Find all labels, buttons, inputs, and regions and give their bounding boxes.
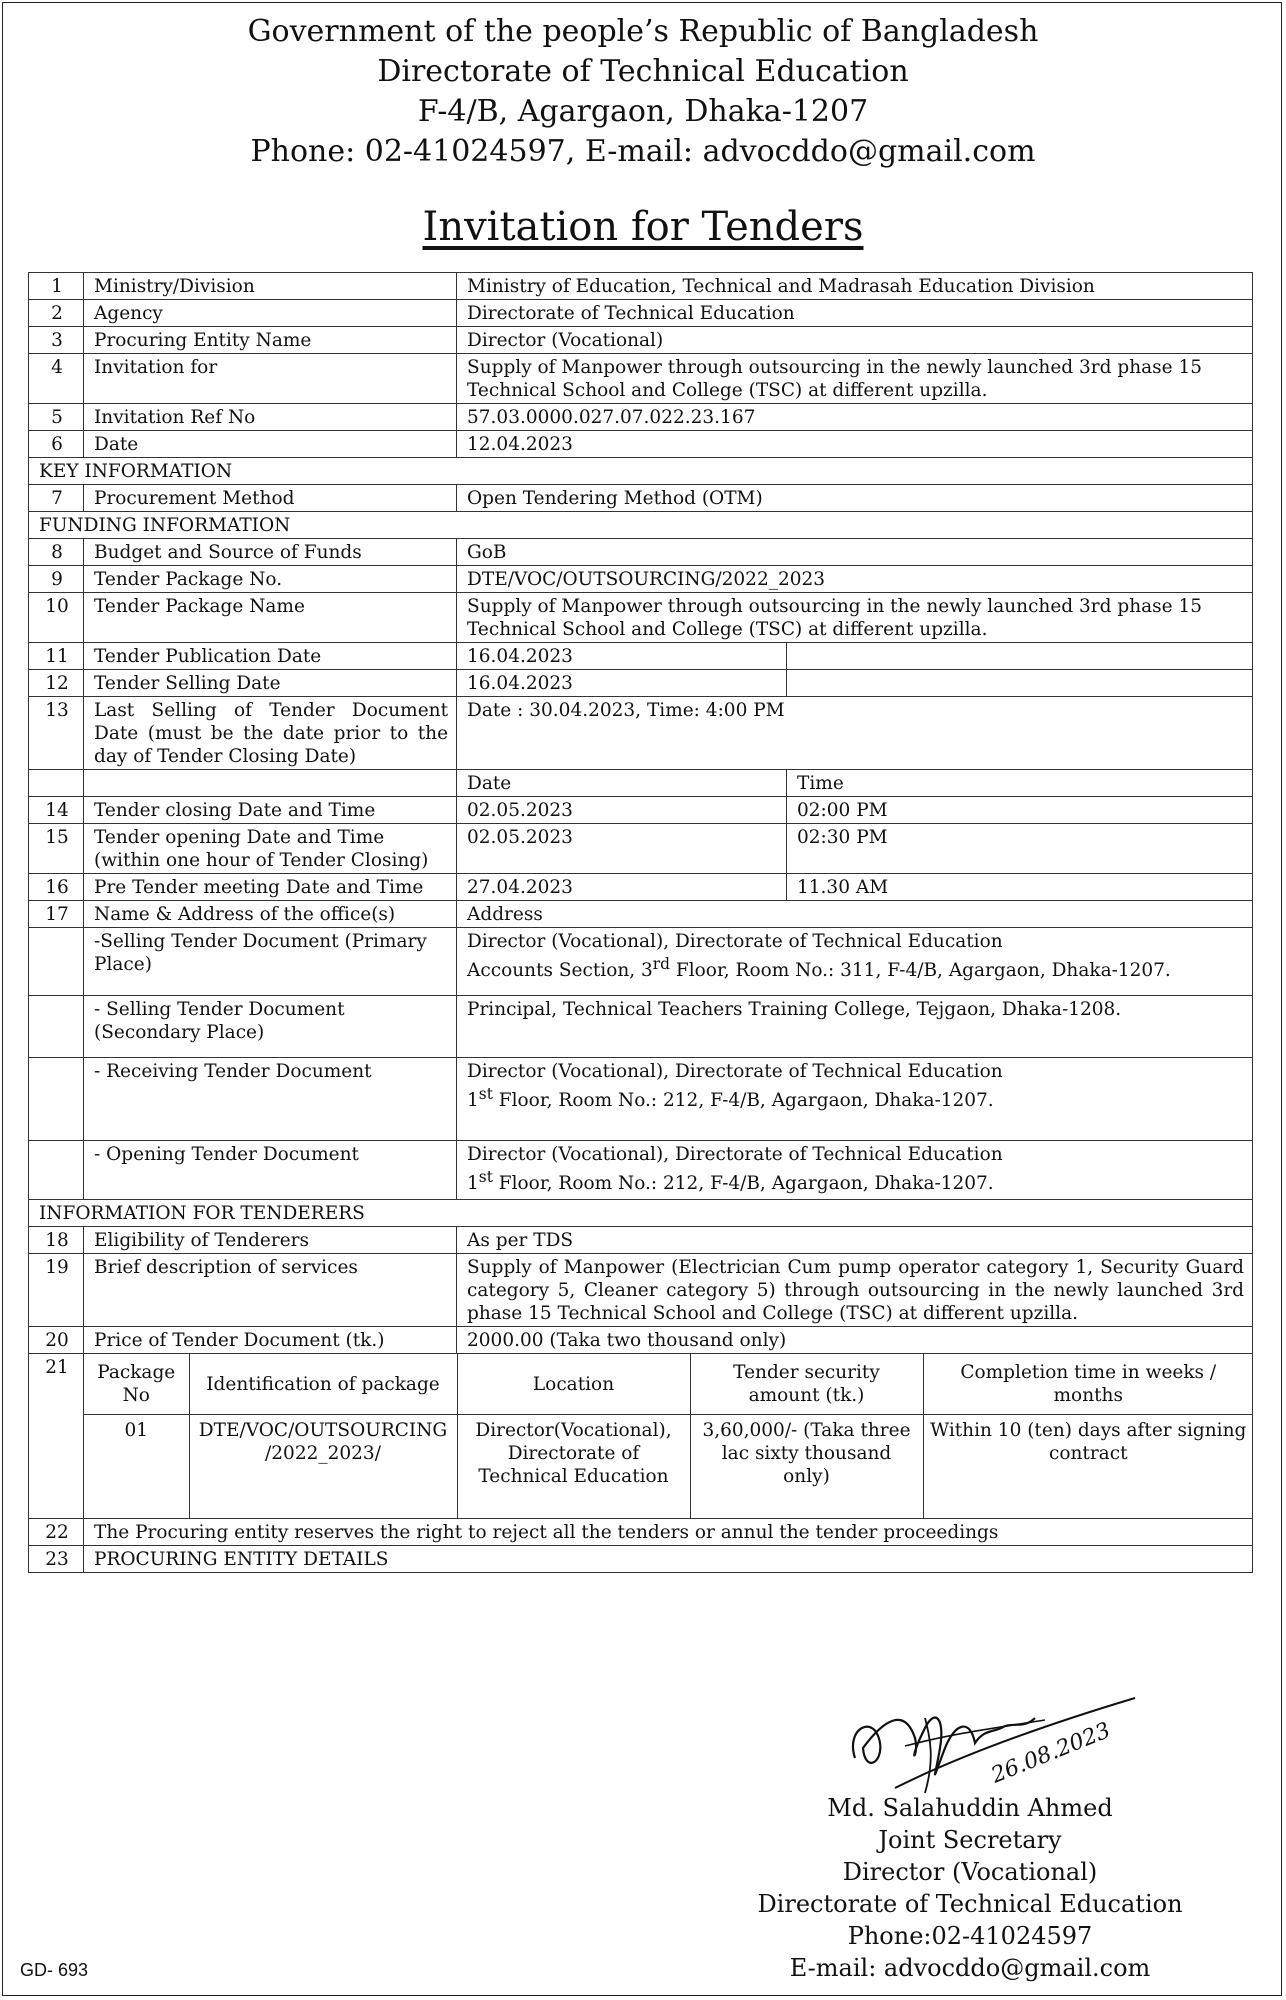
signer-phone: Phone:02-41024597	[847, 1922, 1093, 1950]
signer-designation: Joint Secretary	[878, 1826, 1062, 1854]
row-label: Price of Tender Document (tk.)	[84, 1327, 457, 1354]
table-row	[29, 901, 1253, 928]
table-row	[29, 327, 1253, 354]
table-row	[29, 566, 1253, 593]
section-key-information: KEY INFORMATION	[29, 458, 1253, 485]
office-row-primary	[29, 928, 1253, 996]
row-number: 18	[29, 1227, 84, 1254]
identification-header: Identification of package	[189, 1354, 457, 1415]
row-number: 7	[29, 485, 84, 512]
table-row	[29, 485, 1253, 512]
address-line: Accounts Section, 3rd Floor, Room No.: 311, F-4/B, Agargaon, Dhaka-1207.	[467, 955, 1171, 982]
table-row	[29, 1327, 1253, 1354]
row-value: Ministry of Education, Technical and Madrasah Education Division	[457, 273, 1253, 300]
empty-cell	[29, 928, 84, 996]
signer-name: Md. Salahuddin Ahmed	[827, 1794, 1113, 1822]
table-row	[29, 874, 1253, 901]
empty-cell	[787, 670, 1253, 697]
package-security: 3,60,000/- (Taka three lac sixty thousand only)	[690, 1415, 923, 1519]
row-number: 13	[29, 697, 84, 770]
row-label: Name & Address of the office(s)	[84, 901, 457, 928]
header-directorate: Directorate of Technical Education	[377, 54, 909, 89]
row-label: Invitation for	[84, 354, 457, 404]
page-title: Invitation for Tenders	[422, 204, 864, 250]
section-funding-information: FUNDING INFORMATION	[29, 512, 1253, 539]
office-row-receiving	[29, 1058, 1253, 1141]
row-date: 02.05.2023	[457, 797, 787, 824]
row-number: 2	[29, 300, 84, 327]
row-number: 3	[29, 327, 84, 354]
section-header	[29, 512, 1253, 539]
row-label: Tender Package Name	[84, 593, 457, 643]
row-value: 57.03.0000.027.07.022.23.167	[457, 404, 1253, 431]
office-address	[457, 1058, 1253, 1141]
header-government: Government of the people’s Republic of Bangladesh	[247, 14, 1039, 49]
empty-cell	[29, 996, 84, 1058]
table-row	[29, 539, 1253, 566]
row-time: 02:00 PM	[787, 797, 1253, 824]
row-value: Supply of Manpower (Electrician Cum pump operator category 1, Security Guard category 5, Cleaner category 5) through outsourcing in the newly launched 3rd phase 15 Technical School and College (TSC) at different upzilla.	[457, 1254, 1253, 1327]
row-number: 5	[29, 404, 84, 431]
table-row	[29, 1227, 1253, 1254]
row-number: 14	[29, 797, 84, 824]
row-label: Budget and Source of Funds	[84, 539, 457, 566]
table-row	[29, 697, 1253, 770]
completion-header: Completion time in weeks / months	[923, 1354, 1253, 1415]
row-date: 27.04.2023	[457, 874, 787, 901]
security-header: Tender security amount (tk.)	[690, 1354, 923, 1415]
row-number: 8	[29, 539, 84, 566]
row-number: 9	[29, 566, 84, 593]
row-text: The Procuring entity reserves the right to reject all the tenders or annul the tender proceedings	[84, 1519, 1253, 1546]
address-line: Director (Vocational), Directorate of Technical Education	[467, 1061, 1003, 1082]
row-value: 12.04.2023	[457, 431, 1253, 458]
row-value: Supply of Manpower through outsourcing in the newly launched 3rd phase 15 Technical School and College (TSC) at different upzilla.	[457, 593, 1253, 643]
row-label: Procuring Entity Name	[84, 327, 457, 354]
row-label: Last Selling of Tender Document Date (must be the date prior to the day of Tender Closing Date)	[84, 697, 457, 770]
row-number: 11	[29, 643, 84, 670]
table-row	[29, 404, 1253, 431]
office-row-secondary	[29, 996, 1253, 1058]
table-row	[29, 670, 1253, 697]
package-cell	[84, 1354, 1253, 1519]
signer-post: Director (Vocational)	[842, 1858, 1098, 1886]
row-number: 16	[29, 874, 84, 901]
row-value: Supply of Manpower through outsourcing in the newly launched 3rd phase 15 Technical School and College (TSC) at different upzilla.	[457, 354, 1253, 404]
table-row	[29, 354, 1253, 404]
table-row	[29, 797, 1253, 824]
footer-code: GD- 693	[20, 1960, 89, 1980]
row-number: 12	[29, 670, 84, 697]
row-label: Procurement Method	[84, 485, 457, 512]
table-row	[29, 1519, 1253, 1546]
package-no: 01	[124, 1420, 149, 1441]
section-header	[29, 458, 1253, 485]
row-number: 23	[29, 1546, 84, 1573]
empty-cell	[29, 1058, 84, 1141]
row-label: Tender Selling Date	[84, 670, 457, 697]
office-label: - Opening Tender Document	[84, 1141, 457, 1200]
table-row	[29, 593, 1253, 643]
location-header: Location	[457, 1354, 690, 1415]
package-completion: Within 10 (ten) days after signing contract	[923, 1415, 1253, 1519]
office-address: Principal, Technical Teachers Training College, Tejgaon, Dhaka-1208.	[457, 996, 1253, 1058]
row-label: Pre Tender meeting Date and Time	[84, 874, 457, 901]
tender-table	[28, 272, 1253, 1573]
row-text: PROCURING ENTITY DETAILS	[84, 1546, 1253, 1573]
header-address: F-4/B, Agargaon, Dhaka-1207	[417, 94, 869, 129]
handwritten-signature	[835, 1688, 1155, 1798]
office-label: - Selling Tender Document (Secondary Place)	[84, 996, 457, 1058]
row-label: Tender Package No.	[84, 566, 457, 593]
empty-cell	[29, 1141, 84, 1200]
package-header-row	[84, 1354, 1253, 1415]
package-table	[84, 1354, 1253, 1518]
row-value: Address	[457, 901, 1253, 928]
package-identification: DTE/VOC/OUTSOURCING /2022_2023/	[189, 1415, 457, 1519]
row-number: 15	[29, 824, 84, 874]
row-value: As per TDS	[457, 1227, 1253, 1254]
row-value: 16.04.2023	[457, 670, 787, 697]
row-value: DTE/VOC/OUTSOURCING/2022_2023	[457, 566, 1253, 593]
empty-cell	[84, 770, 457, 797]
address-line: Director (Vocational), Directorate of Technical Education	[467, 931, 1003, 952]
row-number: 19	[29, 1254, 84, 1327]
row-number: 1	[29, 273, 84, 300]
section-header	[29, 1200, 1253, 1227]
row-value: GoB	[457, 539, 1253, 566]
table-row	[29, 273, 1253, 300]
package-location: Director(Vocational), Directorate of Technical Education	[457, 1415, 690, 1519]
date-time-header-row	[29, 770, 1253, 797]
time-column-header: Time	[787, 770, 1253, 797]
office-row-opening	[29, 1141, 1253, 1200]
row-label: Date	[84, 431, 457, 458]
office-address	[457, 928, 1253, 996]
table-row	[29, 824, 1253, 874]
row-label: Invitation Ref No	[84, 404, 457, 431]
row-number: 6	[29, 431, 84, 458]
letterhead	[0, 12, 1286, 172]
empty-cell	[787, 643, 1253, 670]
row-value: Date : 30.04.2023, Time: 4:00 PM	[457, 697, 1253, 770]
signatory-block	[720, 1792, 1220, 1984]
row-number: 22	[29, 1519, 84, 1546]
row-number: 10	[29, 593, 84, 643]
header-contact: Phone: 02-41024597, E-mail: advocddo@gmail.com	[250, 134, 1036, 169]
table-row	[29, 643, 1253, 670]
row-label: Ministry/Division	[84, 273, 457, 300]
row-label: Tender opening Date and Time (within one hour of Tender Closing)	[84, 824, 457, 874]
row-number: 21	[29, 1354, 84, 1519]
package-data-row	[84, 1415, 1253, 1519]
row-number: 20	[29, 1327, 84, 1354]
table-row	[29, 1254, 1253, 1327]
empty-cell	[29, 770, 84, 797]
row-time: 11.30 AM	[787, 874, 1253, 901]
table-row	[29, 431, 1253, 458]
row-label: Eligibility of Tenderers	[84, 1227, 457, 1254]
address-line: 1st Floor, Room No.: 212, F-4/B, Agargaon, Dhaka-1207.	[467, 1085, 994, 1112]
signature-date: 26.08.2023	[987, 1718, 1115, 1789]
row-date: 02.05.2023	[457, 824, 787, 874]
package-no-header: Package No	[84, 1354, 189, 1415]
office-label: - Receiving Tender Document	[84, 1058, 457, 1141]
row-number: 17	[29, 901, 84, 928]
row-label: Tender Publication Date	[84, 643, 457, 670]
row-value: 2000.00 (Taka two thousand only)	[457, 1327, 1253, 1354]
package-row	[29, 1354, 1253, 1519]
address-line: Director (Vocational), Directorate of Technical Education	[467, 1144, 1003, 1165]
address-line: 1st Floor, Room No.: 212, F-4/B, Agargaon, Dhaka-1207.	[467, 1168, 994, 1195]
date-column-header: Date	[457, 770, 787, 797]
table-row	[29, 300, 1253, 327]
row-value: Director (Vocational)	[457, 327, 1253, 354]
office-label: -Selling Tender Document (Primary Place)	[84, 928, 457, 996]
table-row	[29, 1546, 1253, 1573]
row-label: Tender closing Date and Time	[84, 797, 457, 824]
row-label: Brief description of services	[84, 1254, 457, 1327]
signer-email: E-mail: advocddo@gmail.com	[789, 1954, 1151, 1982]
row-label: Agency	[84, 300, 457, 327]
signer-office: Directorate of Technical Education	[757, 1890, 1183, 1918]
row-number: 4	[29, 354, 84, 404]
section-information-for-tenderers: INFORMATION FOR TENDERERS	[29, 1200, 1253, 1227]
row-value: 16.04.2023	[457, 643, 787, 670]
row-value: Open Tendering Method (OTM)	[457, 485, 1253, 512]
office-address	[457, 1141, 1253, 1200]
row-value: Directorate of Technical Education	[457, 300, 1253, 327]
row-time: 02:30 PM	[787, 824, 1253, 874]
